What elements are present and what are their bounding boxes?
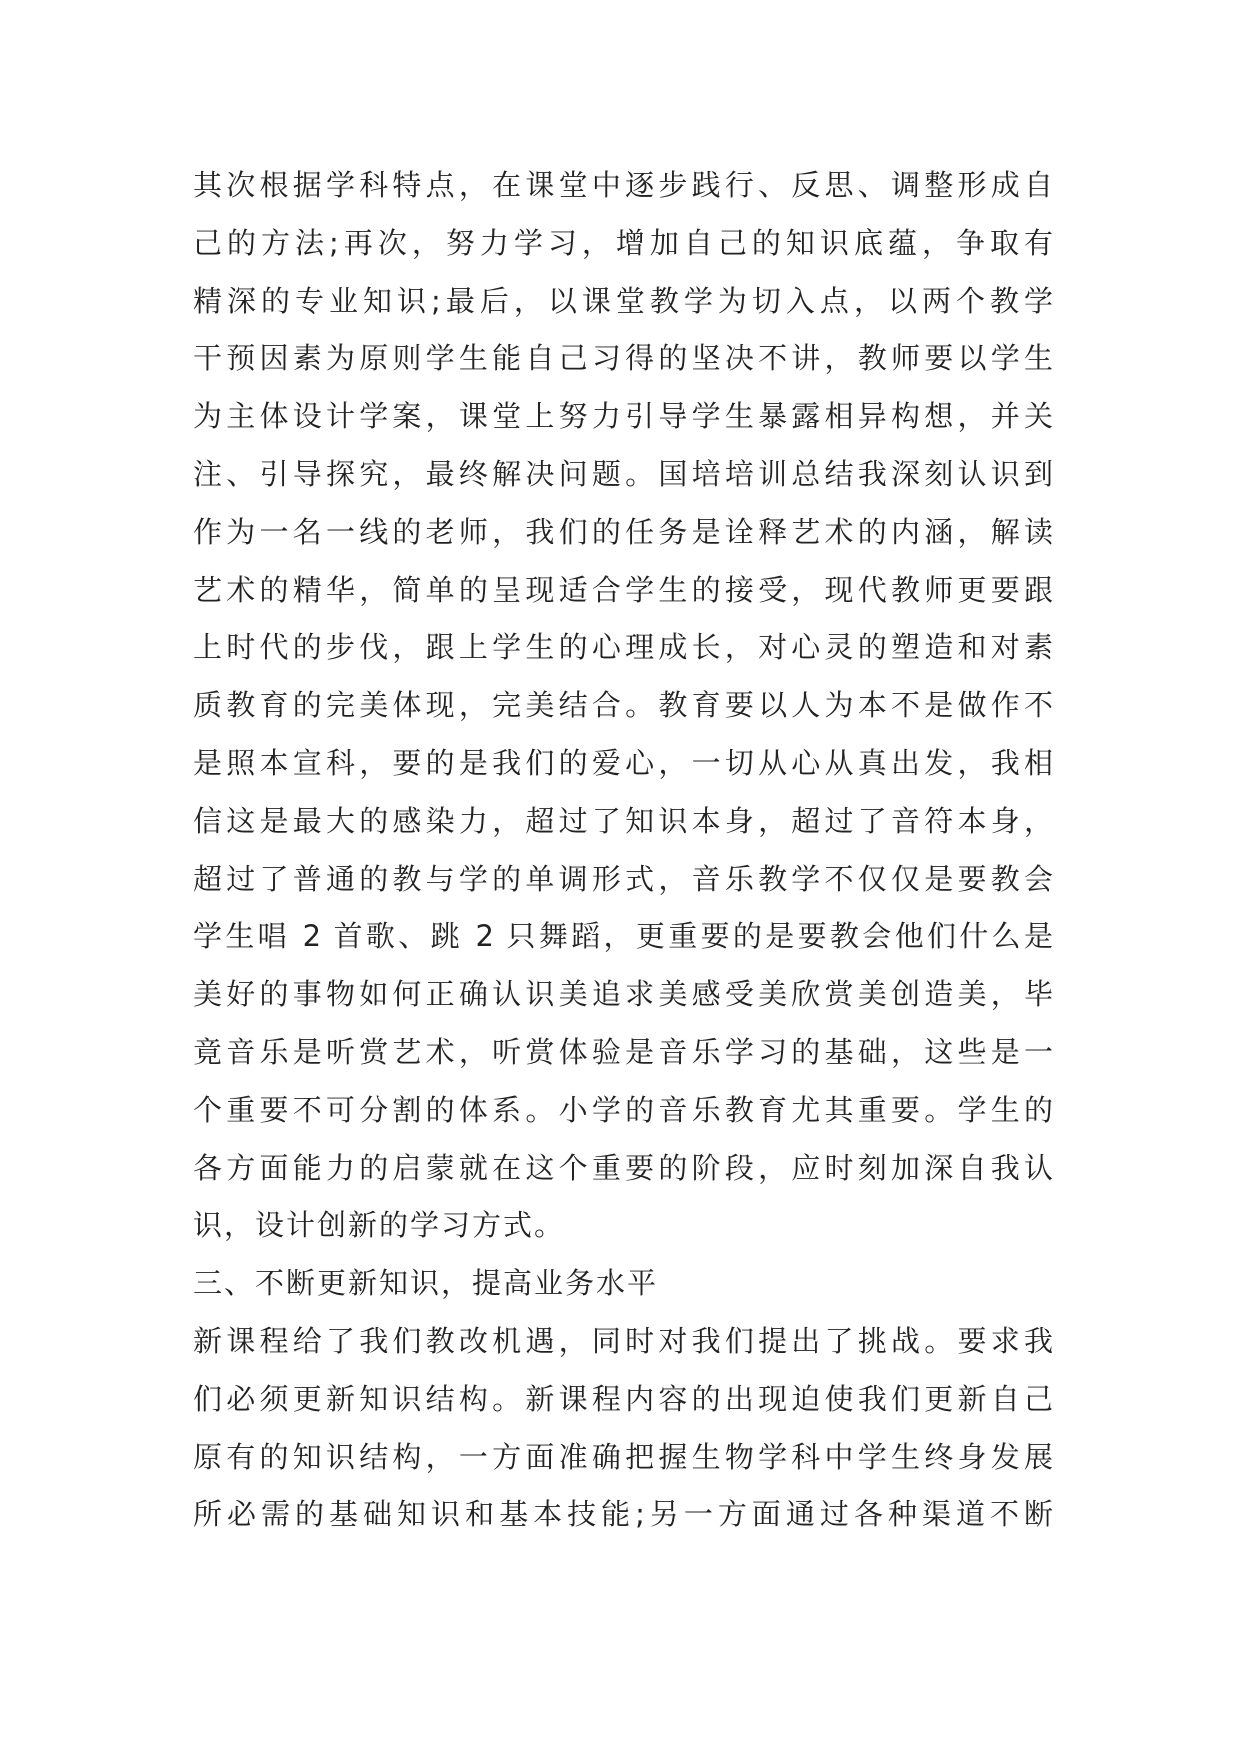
text-line: 所必需的基础知识和基本技能;另一方面通过各种渠道不断 [193,1497,1053,1532]
text-line: 其次根据学科特点，在课堂中逐步践行、反思、调整形成自 [193,168,1053,202]
text-line: 为主体设计学案，课堂上努力引导学生暴露相异构想，并关 [193,399,1053,434]
text-line: 超过了普通的教与学的单调形式，音乐教学不仅仅是要教会 [193,861,1053,896]
text-line: 个重要不可分割的体系。小学的音乐教育尤其重要。学生的 [193,1092,1053,1127]
text-line: 识，设计创新的学习方式。 [193,1208,566,1243]
text-line: 信这是最大的感染力，超过了知识本身，超过了音符本身， [193,803,1053,838]
text-line: 们必须更新知识结构。新课程内容的出现迫使我们更新自己 [193,1381,1053,1416]
text-line: 原有的知识结构，一方面准确把握生物学科中学生终身发展 [193,1439,1053,1474]
section-heading: 三、不断更新知识，提高业务水平 [193,1266,659,1301]
text-line: 竟音乐是听赏艺术，听赏体验是音乐学习的基础，这些是一 [193,1034,1053,1069]
text-line: 是照本宣科，要的是我们的爱心，一切从心从真出发，我相 [193,745,1053,780]
text-line: 上时代的步伐，跟上学生的心理成长，对心灵的塑造和对素 [193,630,1053,665]
text-line: 质教育的完美体现，完美结合。教育要以人为本不是做作不 [193,688,1053,723]
text-line: 精深的专业知识;最后，以课堂教学为切入点，以两个教学 [193,283,1053,318]
text-line: 新课程给了我们教改机遇，同时对我们提出了挑战。要求我 [193,1323,1053,1358]
text-line: 干预因素为原则学生能自己习得的坚决不讲，教师要以学生 [193,341,1053,376]
text-line: 己的方法;再次，努力学习，增加自己的知识底蕴，争取有 [193,225,1053,260]
body-text [193,157,1053,1544]
text-line: 注、引导探究，最终解决问题。国培培训总结我深刻认识到 [193,456,1053,491]
text-line: 美好的事物如何正确认识美追求美感受美欣赏美创造美，毕 [193,977,1053,1012]
text-line: 艺术的精华，简单的呈现适合学生的接受，现代教师更要跟 [193,572,1053,607]
text-line: 学生唱 2 首歌、跳 2 只舞蹈，更重要的是要教会他们什么是 [193,919,1053,954]
text-line: 各方面能力的启蒙就在这个重要的阶段，应时刻加深自我认 [193,1150,1053,1185]
text-line: 作为一名一线的老师，我们的任务是诠释艺术的内涵，解读 [193,514,1053,549]
